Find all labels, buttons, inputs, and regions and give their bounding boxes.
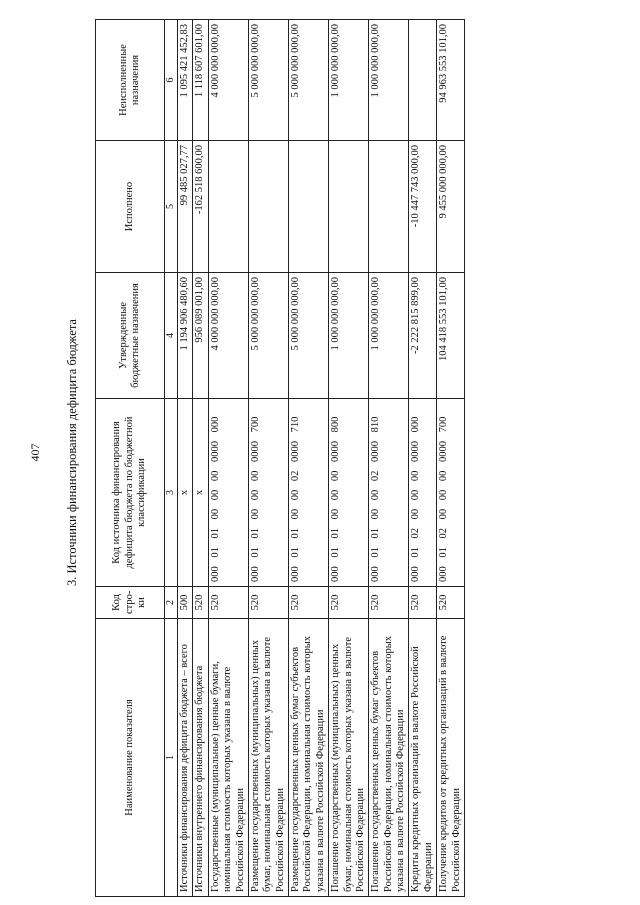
source-code: 000 01 01 00 00 00 0000 800 (329, 399, 369, 587)
column-number: 3 (165, 399, 178, 587)
column-number: 5 (165, 141, 178, 273)
source-code: 000 01 01 00 00 02 0000 810 (369, 399, 409, 587)
source-code: 000 01 01 00 00 02 0000 710 (289, 399, 329, 587)
executed-amount (248, 141, 288, 273)
executed-amount (329, 141, 369, 273)
approved-amount: 104 418 553 101,00 (437, 273, 465, 399)
column-number: 1 (165, 619, 178, 897)
executed-amount (369, 141, 409, 273)
executed-amount (208, 141, 248, 273)
executed-amount: 9 455 000 000,00 (437, 141, 465, 273)
line-code: 500 (178, 587, 193, 619)
unexecuted-amount: 1 095 421 452,83 (178, 20, 193, 141)
header-indicator-name: Наименование показателя (96, 619, 165, 897)
source-code: 000 01 01 00 00 00 0000 000 (208, 399, 248, 587)
table-row (178, 20, 193, 897)
table-row (193, 20, 208, 897)
table-row (248, 20, 288, 897)
indicator-name: Источники финансирования дефицита бюджета – всего (178, 619, 193, 897)
indicator-name: Получение кредитов от кредитных организаций в валюте Российской Федерации (437, 619, 465, 897)
source-code: x (178, 399, 193, 587)
column-number: 4 (165, 273, 178, 399)
header-row (96, 20, 165, 897)
source-code: 000 01 02 00 00 00 0000 700 (437, 399, 465, 587)
executed-amount: 99 485 027,77 (178, 141, 193, 273)
header-line-code: Код стро-ки (96, 587, 165, 619)
approved-amount: 1 000 000 000,00 (329, 273, 369, 399)
indicator-name: Кредиты кредитных организаций в валюте Российской Федерации (409, 619, 437, 897)
line-code: 520 (409, 587, 437, 619)
header-unexecuted: Неисполненные назначения (96, 20, 165, 141)
unexecuted-amount (409, 20, 437, 141)
unexecuted-amount: 1 000 000 000,00 (369, 20, 409, 141)
line-code: 520 (369, 587, 409, 619)
source-code: 000 01 01 00 00 00 0000 700 (248, 399, 288, 587)
column-number-row (165, 20, 178, 897)
executed-amount: -10 447 743 000,00 (409, 141, 437, 273)
line-code: 520 (248, 587, 288, 619)
executed-amount (289, 141, 329, 273)
source-code: x (193, 399, 208, 587)
approved-amount: 5 000 000 000,00 (248, 273, 288, 399)
approved-amount: 4 000 000 000,00 (208, 273, 248, 399)
unexecuted-amount: 5 000 000 000,00 (248, 20, 288, 141)
line-code: 520 (193, 587, 208, 619)
table-row (208, 20, 248, 897)
approved-amount: 1 000 000 000,00 (369, 273, 409, 399)
executed-amount: -162 518 600,00 (193, 141, 208, 273)
unexecuted-amount: 1 000 000 000,00 (329, 20, 369, 141)
line-code: 520 (329, 587, 369, 619)
table-row (437, 20, 465, 897)
table-row (409, 20, 437, 897)
approved-amount: -2 222 815 899,00 (409, 273, 437, 399)
line-code: 520 (289, 587, 329, 619)
line-code: 520 (208, 587, 248, 619)
table-row (329, 20, 369, 897)
indicator-name: Государственные (муниципальные) ценные бумаги, номинальная стоимость которых указана в валюте Российской Федерации (208, 619, 248, 897)
header-approved: Утвержденные бюджетные назначения (96, 273, 165, 399)
table-row (289, 20, 329, 897)
unexecuted-amount: 4 000 000 000,00 (208, 20, 248, 141)
approved-amount: 1 194 906 480,60 (178, 273, 193, 399)
indicator-name: Размещение государственных ценных бумаг субъектов Российской Федерации, номинальная стоимость которых указана в валюте Российской Федерации (289, 619, 329, 897)
indicator-name: Источники внутреннего финансирования бюджета (193, 619, 208, 897)
line-code: 520 (437, 587, 465, 619)
unexecuted-amount: 94 963 553 101,00 (437, 20, 465, 141)
header-source-code: Код источника финансирования дефицита бюджета по бюджетной классификации (96, 399, 165, 587)
indicator-name: Погашение государственных (муниципальных) ценных бумаг, номинальная стоимость которых указана в валюте Российской Федерации (329, 619, 369, 897)
budget-deficit-sources-table (95, 19, 465, 897)
column-number: 6 (165, 20, 178, 141)
header-executed: Исполнено (96, 141, 165, 273)
section-title: 3. Источники финансирования дефицита бюджета (65, 319, 79, 586)
page-number: 407 (28, 443, 42, 462)
approved-amount: 5 000 000 000,00 (289, 273, 329, 399)
indicator-name: Размещение государственных (муниципальных) ценных бумаг, номинальная стоимость которых указана в валюте Российской Федерации (248, 619, 288, 897)
unexecuted-amount: 5 000 000 000,00 (289, 20, 329, 141)
unexecuted-amount: 1 118 607 601,00 (193, 20, 208, 141)
source-code: 000 01 02 00 00 00 0000 000 (409, 399, 437, 587)
approved-amount: 956 089 001,00 (193, 273, 208, 399)
table-row (369, 20, 409, 897)
indicator-name: Погашение государственных ценных бумаг субъектов Российской Федерации, номинальная стоимость которых указана в валюте Российской Федерации (369, 619, 409, 897)
column-number: 2 (165, 587, 178, 619)
